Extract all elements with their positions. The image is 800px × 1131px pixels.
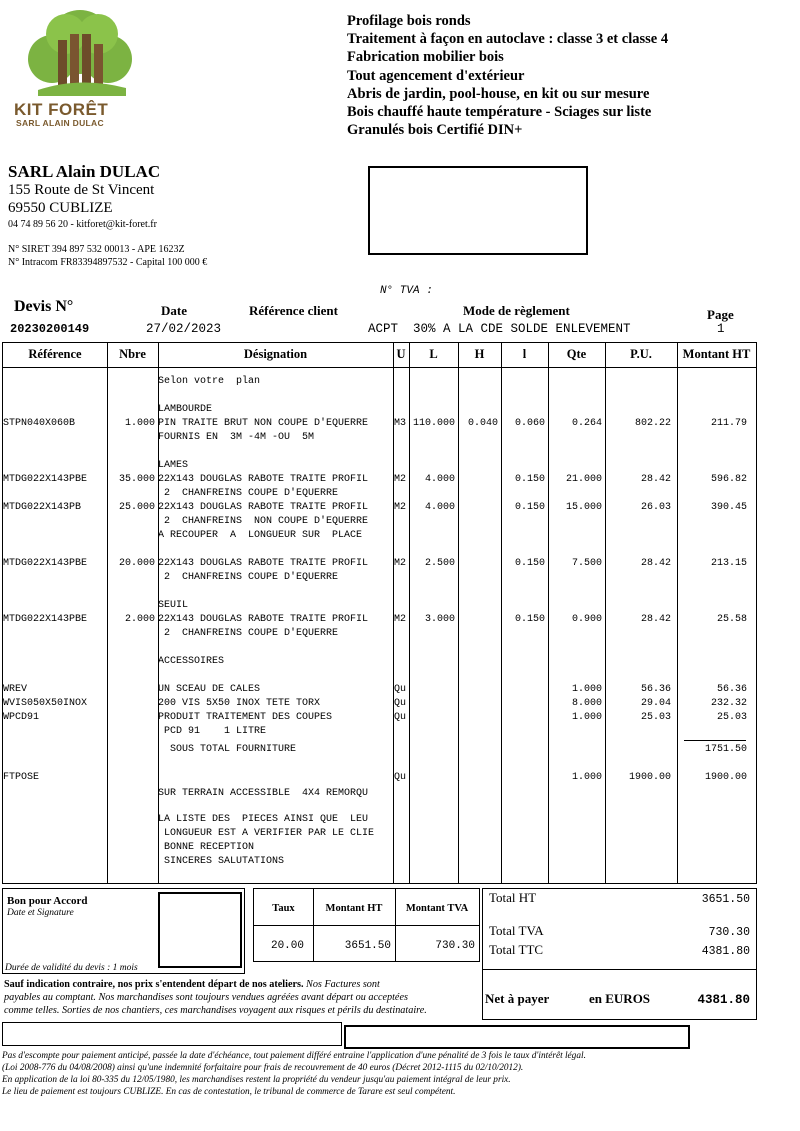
cell-designation: SOUS TOTAL FOURNITURE (158, 744, 297, 755)
date-label: Date (161, 303, 187, 318)
cell-pu: 802.22 (634, 418, 671, 429)
company-siret: N° SIRET 394 897 532 00013 - APE 1623Z (8, 244, 185, 255)
logo-brand: KIT FORÊT (14, 100, 109, 119)
company-intracom: N° Intracom FR83394897532 - Capital 100 000 € (8, 257, 208, 268)
net-divider (483, 969, 756, 970)
company-city: 69550 CUBLIZE (8, 200, 113, 216)
legal-line: Le lieu de paiement est toujours CUBLIZE. En cas de contestation, le tribunal de commerce de Tarare est seul compétent. (2, 1087, 456, 1097)
conditions-italic: Nos Factures sont (303, 979, 380, 990)
payment-mode-value: ACPT 30% A LA CDE SOLDE ENLEVEMENT (368, 322, 631, 336)
logo-subtitle: SARL ALAIN DULAC (16, 118, 104, 128)
col-header-length: L (429, 347, 438, 361)
currency-label: en EUROS (589, 991, 651, 1006)
cell-qte: 1.000 (571, 772, 602, 783)
cell-montant: 56.36 (716, 684, 747, 695)
footer-left-box (2, 1022, 342, 1046)
cell-montant: 596.82 (710, 474, 747, 485)
cell-qte: 8.000 (571, 698, 602, 709)
cell-ref: MTDG022X143PBE (3, 558, 88, 569)
footer-right-box (344, 1025, 690, 1049)
vat-ht-value: 3651.50 (344, 940, 391, 952)
cell-montant: 1751.50 (704, 744, 747, 755)
cell-designation: Selon votre plan (158, 376, 261, 387)
cell-designation: 22X143 DOUGLAS RABOTE TRAITE PROFIL (158, 474, 369, 485)
legal-line: Pas d'escompte pour paiement anticipé, passée la date d'échéance, tout paiement différé entraine l'application d'une pénalité de 3 fois le taux d'intérêt légal. (2, 1051, 586, 1061)
col-header-ref: Référence (28, 347, 82, 361)
cell-l2: 0.150 (514, 474, 545, 485)
client-ref-label: Référence client (249, 303, 338, 318)
cell-designation: LAMBOURDE (158, 404, 213, 415)
cell-ref: WPCD91 (3, 712, 40, 723)
date-value: 27/02/2023 (146, 322, 222, 336)
cell-designation: A RECOUPER A LONGUEUR SUR PLACE (158, 530, 363, 541)
tva-number-label: N° TVA : (380, 285, 433, 297)
cell-ref: WVIS050X50INOX (3, 698, 88, 709)
total-ttc-label: Total TTC (489, 942, 544, 957)
cell-pu: 56.36 (640, 684, 671, 695)
cell-qte: 1.000 (571, 684, 602, 695)
cell-qte: 7.500 (571, 558, 602, 569)
cell-l: 4.000 (424, 502, 455, 513)
approval-subtitle: Date et Signature (7, 908, 74, 918)
cell-montant: 25.58 (716, 614, 747, 625)
cell-designation: ACCESSOIRES (158, 656, 225, 667)
activity-line: Fabrication mobilier bois (347, 49, 504, 66)
company-contact: 04 74 89 56 20 - kitforet@kit-foret.fr (8, 219, 157, 230)
page-value: 1 (717, 322, 725, 336)
cell-ref: MTDG022X143PB (3, 502, 82, 513)
activity-line: Abris de jardin, pool-house, en kit ou sur mesure (347, 85, 650, 102)
cell-nbre: 2.000 (124, 614, 155, 625)
cell-u: M2 (394, 474, 407, 485)
totals-box (482, 888, 757, 1020)
company-logo (10, 4, 152, 132)
cell-ref: FTPOSE (3, 772, 40, 783)
total-ht-value: 3651.50 (701, 893, 750, 906)
conditions-line-3: comme telles. Sorties de nos chantiers, ces marchandises voyagent aux risques et périls du destinataire. (4, 1005, 427, 1016)
cell-designation: 22X143 DOUGLAS RABOTE TRAITE PROFIL (158, 614, 369, 625)
table-header-divider (3, 367, 756, 368)
activity-line: Bois chauffé haute température - Sciages sur liste (347, 104, 652, 121)
cell-designation: SUR TERRAIN ACCESSIBLE 4X4 REMORQU (158, 788, 369, 799)
approval-title: Bon pour Accord (7, 895, 88, 907)
total-ttc-value: 4381.80 (701, 945, 750, 958)
cell-designation: BONNE RECEPTION (158, 842, 255, 853)
legal-notice (2, 1050, 792, 1098)
sales-conditions (4, 978, 478, 1017)
net-to-pay-value: 4381.80 (697, 993, 750, 1007)
client-address-box (368, 166, 588, 255)
cell-designation: LONGUEUR EST A VERIFIER PAR LE CLIE (158, 828, 375, 839)
payment-mode-label: Mode de règlement (463, 303, 570, 318)
cell-pu: 1900.00 (628, 772, 671, 783)
cell-u: Qu (394, 772, 407, 783)
cell-l: 4.000 (424, 474, 455, 485)
cell-l2: 0.060 (514, 418, 545, 429)
cell-h: 0.040 (467, 418, 498, 429)
company-street: 155 Route de St Vincent (8, 182, 155, 198)
net-to-pay-label: Net à payer (485, 991, 550, 1006)
total-tva-value: 730.30 (708, 926, 750, 939)
activity-line: Traitement à façon en autoclave : classe 3 et classe 4 (347, 31, 669, 48)
conditions-line-2: payables au comptant. Nos marchandises sont toujours vendues agréées avant départ ou acceptées (4, 992, 408, 1003)
cell-ref: STPN040X060B (3, 418, 76, 429)
cell-nbre: 20.000 (118, 558, 155, 569)
cell-designation: 2 CHANFREINS COUPE D'EQUERRE (158, 572, 339, 583)
cell-designation: PIN TRAITE BRUT NON COUPE D'EQUERRE (158, 418, 369, 429)
cell-u: Qu (394, 698, 407, 709)
signature-box[interactable] (158, 892, 242, 968)
cell-nbre: 1.000 (124, 418, 155, 429)
cell-l: 2.500 (424, 558, 455, 569)
cell-u: M3 (394, 418, 407, 429)
cell-u: M2 (394, 502, 407, 513)
company-name: SARL Alain DULAC (8, 162, 161, 181)
cell-designation: 200 VIS 5X50 INOX TETE TORX (158, 698, 321, 709)
cell-qte: 15.000 (565, 502, 602, 513)
cell-pu: 28.42 (640, 614, 671, 625)
cell-designation: 2 CHANFREINS NON COUPE D'EQUERRE (158, 516, 369, 527)
activity-line: Tout agencement d'extérieur (347, 67, 525, 84)
col-header-amount: Montant HT (682, 347, 751, 361)
cell-l: 110.000 (412, 418, 455, 429)
devis-label: Devis N° (14, 298, 74, 315)
cell-l2: 0.150 (514, 614, 545, 625)
col-header-width: l (522, 347, 527, 361)
cell-montant: 25.03 (716, 712, 747, 723)
cell-montant: 211.79 (710, 418, 747, 429)
cell-ref: MTDG022X143PBE (3, 474, 88, 485)
vat-amount-label: Montant TVA (405, 903, 469, 914)
cell-l2: 0.150 (514, 558, 545, 569)
devis-number: 20230200149 (10, 322, 90, 336)
cell-designation: 2 CHANFREINS COUPE D'EQUERRE (158, 488, 339, 499)
cell-qte: 21.000 (565, 474, 602, 485)
cell-ref: MTDG022X143PBE (3, 614, 88, 625)
cell-l2: 0.150 (514, 502, 545, 513)
cell-montant: 390.45 (710, 502, 747, 513)
cell-ref: WREV (3, 684, 28, 695)
cell-u: M2 (394, 558, 407, 569)
col-header-designation: Désignation (243, 347, 308, 361)
cell-u: Qu (394, 684, 407, 695)
cell-designation: 2 CHANFREINS COUPE D'EQUERRE (158, 628, 339, 639)
activities-list (347, 12, 668, 139)
cell-designation: LAMES (158, 460, 189, 471)
vat-table-divider (254, 925, 479, 926)
cell-designation: FOURNIS EN 3M -4M -OU 5M (158, 432, 315, 443)
cell-designation: SEUIL (158, 600, 189, 611)
legal-line: En application de la loi 80-335 du 12/05/1980, les marchandises restent la propriété du vendeur jusqu'au paiement intégral de leur prix. (2, 1075, 511, 1085)
cell-qte: 0.264 (571, 418, 602, 429)
cell-montant: 232.32 (710, 698, 747, 709)
activity-line: Profilage bois ronds (347, 13, 471, 29)
conditions-bold: Sauf indication contraire, nos prix s'entendent départ de nos ateliers. (4, 979, 304, 990)
col-header-nbre: Nbre (119, 347, 146, 361)
col-header-qty: Qte (566, 347, 587, 361)
subtotal-rule (684, 740, 746, 741)
col-header-height: H (474, 347, 485, 361)
cell-montant: 1900.00 (704, 772, 747, 783)
cell-l: 3.000 (424, 614, 455, 625)
vat-amount-value: 730.30 (435, 940, 475, 952)
cell-designation: UN SCEAU DE CALES (158, 684, 261, 695)
cell-designation: 22X143 DOUGLAS RABOTE TRAITE PROFIL (158, 502, 369, 513)
activity-line: Granulés bois Certifié DIN+ (347, 122, 523, 139)
cell-pu: 25.03 (640, 712, 671, 723)
cell-pu: 28.42 (640, 558, 671, 569)
cell-pu: 29.04 (640, 698, 671, 709)
cell-pu: 28.42 (640, 474, 671, 485)
cell-nbre: 25.000 (118, 502, 155, 513)
vat-summary-table (253, 888, 480, 962)
cell-designation: 22X143 DOUGLAS RABOTE TRAITE PROFIL (158, 558, 369, 569)
col-header-unit-price: P.U. (630, 347, 652, 361)
validity-text: Durée de validité du devis : 1 mois (5, 963, 138, 973)
col-header-unit: U (396, 347, 406, 361)
cell-designation: LA LISTE DES PIECES AINSI QUE LEU (158, 814, 369, 825)
cell-nbre: 35.000 (118, 474, 155, 485)
total-tva-label: Total TVA (489, 923, 544, 938)
vat-ht-label: Montant HT (325, 903, 383, 914)
vat-rate-label: Taux (272, 903, 295, 914)
legal-line: (Loi 2008-776 du 04/08/2008) ainsi qu'une indemnité forfaitaire pour frais de recouvrement de 40 euros (Décret 2012-1115 du 02/10/2012). (2, 1063, 524, 1073)
cell-montant: 213.15 (710, 558, 747, 569)
cell-qte: 0.900 (571, 614, 602, 625)
vat-rate-value: 20.00 (270, 940, 304, 952)
quote-lines-table (2, 342, 757, 884)
cell-designation: PRODUIT TRAITEMENT DES COUPES (158, 712, 333, 723)
cell-designation: SINCERES SALUTATIONS (158, 856, 285, 867)
cell-u: Qu (394, 712, 407, 723)
cell-u: M2 (394, 614, 407, 625)
cell-designation: PCD 91 1 LITRE (158, 726, 267, 737)
page-label: Page (707, 307, 734, 322)
cell-pu: 26.03 (640, 502, 671, 513)
cell-qte: 1.000 (571, 712, 602, 723)
total-ht-label: Total HT (489, 890, 537, 905)
